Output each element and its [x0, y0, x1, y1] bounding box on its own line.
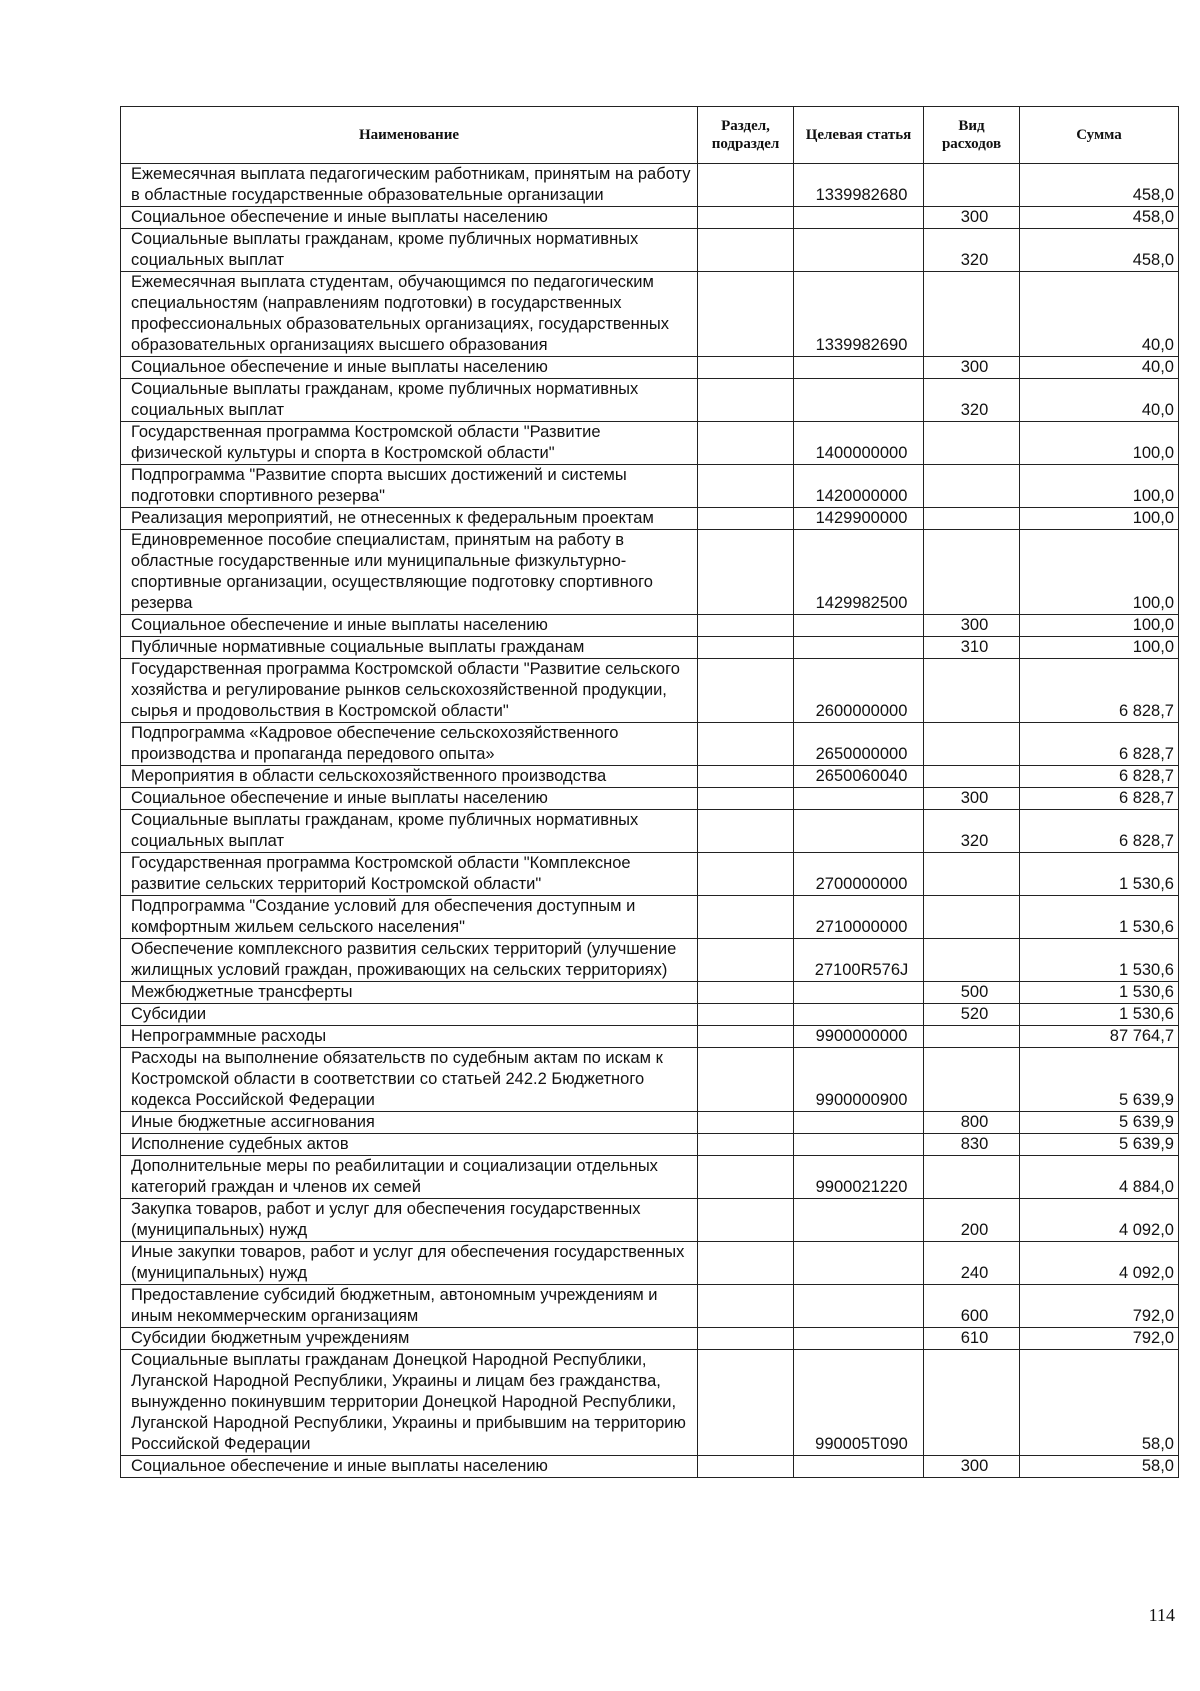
- table-row: [121, 357, 1179, 379]
- cell-section: [698, 465, 794, 508]
- table-row: [121, 422, 1179, 465]
- table-row: [121, 853, 1179, 896]
- cell-kind: 320: [924, 810, 1020, 853]
- cell-sum: 6 828,7: [1020, 723, 1179, 766]
- cell-sum: 1 530,6: [1020, 982, 1179, 1004]
- cell-kind: [924, 896, 1020, 939]
- cell-kind: [924, 766, 1020, 788]
- cell-section: [698, 982, 794, 1004]
- cell-section: [698, 939, 794, 982]
- cell-article: [794, 788, 924, 810]
- cell-article: 9900021220: [794, 1156, 924, 1199]
- cell-name: Социальное обеспечение и иные выплаты населению: [121, 207, 698, 229]
- cell-kind: [924, 659, 1020, 723]
- cell-kind: 600: [924, 1285, 1020, 1328]
- cell-sum: 6 828,7: [1020, 810, 1179, 853]
- table-row: [121, 229, 1179, 272]
- cell-name: Социальное обеспечение и иные выплаты населению: [121, 615, 698, 637]
- cell-section: [698, 659, 794, 723]
- table-row: [121, 939, 1179, 982]
- cell-sum: 100,0: [1020, 637, 1179, 659]
- cell-name: Государственная программа Костромской области "Комплексное развитие сельских территорий Костромской области": [121, 853, 698, 896]
- cell-sum: 40,0: [1020, 379, 1179, 422]
- cell-sum: 4 092,0: [1020, 1242, 1179, 1285]
- cell-sum: 1 530,6: [1020, 896, 1179, 939]
- cell-section: [698, 1112, 794, 1134]
- cell-article: [794, 637, 924, 659]
- cell-kind: 320: [924, 379, 1020, 422]
- cell-kind: 200: [924, 1199, 1020, 1242]
- cell-article: 1429982500: [794, 530, 924, 615]
- cell-sum: 100,0: [1020, 508, 1179, 530]
- cell-name: Подпрограмма "Создание условий для обеспечения доступным и комфортным жильем сельского населения": [121, 896, 698, 939]
- cell-sum: 4 884,0: [1020, 1156, 1179, 1199]
- cell-kind: [924, 1048, 1020, 1112]
- cell-name: Социальное обеспечение и иные выплаты населению: [121, 357, 698, 379]
- cell-kind: [924, 1026, 1020, 1048]
- cell-article: [794, 357, 924, 379]
- cell-kind: 240: [924, 1242, 1020, 1285]
- cell-section: [698, 1242, 794, 1285]
- cell-article: [794, 1328, 924, 1350]
- cell-name: Социальные выплаты гражданам Донецкой Народной Республики, Луганской Народной Республики, Украины и лицам без гражданства, вынужденно покинувшим территории Донецкой Народной Республики, Луганской Народной Республики, Украины и прибывшим на территорию Российской Федерации: [121, 1350, 698, 1456]
- cell-kind: [924, 164, 1020, 207]
- cell-kind: 300: [924, 615, 1020, 637]
- table-row: [121, 1199, 1179, 1242]
- cell-section: [698, 1004, 794, 1026]
- cell-sum: 40,0: [1020, 357, 1179, 379]
- cell-section: [698, 810, 794, 853]
- cell-article: 2650060040: [794, 766, 924, 788]
- cell-article: 2700000000: [794, 853, 924, 896]
- table-row: [121, 465, 1179, 508]
- cell-name: Закупка товаров, работ и услуг для обеспечения государственных (муниципальных) нужд: [121, 1199, 698, 1242]
- cell-name: Реализация мероприятий, не отнесенных к федеральным проектам: [121, 508, 698, 530]
- header-sum: Сумма: [1020, 107, 1179, 164]
- cell-article: [794, 1199, 924, 1242]
- cell-section: [698, 1026, 794, 1048]
- cell-sum: 4 092,0: [1020, 1199, 1179, 1242]
- cell-kind: [924, 422, 1020, 465]
- cell-sum: 458,0: [1020, 229, 1179, 272]
- cell-article: [794, 229, 924, 272]
- cell-name: Иные закупки товаров, работ и услуг для обеспечения государственных (муниципальных) нужд: [121, 1242, 698, 1285]
- cell-kind: [924, 1156, 1020, 1199]
- cell-kind: [924, 508, 1020, 530]
- cell-article: [794, 1134, 924, 1156]
- cell-article: 1339982690: [794, 272, 924, 357]
- cell-kind: [924, 1350, 1020, 1456]
- cell-sum: 100,0: [1020, 465, 1179, 508]
- cell-name: Субсидии: [121, 1004, 698, 1026]
- cell-kind: 310: [924, 637, 1020, 659]
- cell-section: [698, 164, 794, 207]
- table-row: [121, 1134, 1179, 1156]
- table-row: [121, 1004, 1179, 1026]
- cell-kind: 300: [924, 207, 1020, 229]
- cell-sum: 1 530,6: [1020, 939, 1179, 982]
- table-row: [121, 1026, 1179, 1048]
- cell-sum: 58,0: [1020, 1350, 1179, 1456]
- table-row: [121, 723, 1179, 766]
- cell-section: [698, 530, 794, 615]
- cell-sum: 5 639,9: [1020, 1134, 1179, 1156]
- table-row: [121, 1242, 1179, 1285]
- cell-sum: 6 828,7: [1020, 788, 1179, 810]
- table-row: [121, 1328, 1179, 1350]
- cell-sum: 792,0: [1020, 1328, 1179, 1350]
- table-row: [121, 982, 1179, 1004]
- cell-section: [698, 766, 794, 788]
- table-header-row: [121, 107, 1179, 164]
- cell-section: [698, 615, 794, 637]
- table-body: [121, 164, 1179, 1478]
- cell-article: [794, 810, 924, 853]
- cell-kind: 830: [924, 1134, 1020, 1156]
- cell-kind: 300: [924, 1456, 1020, 1478]
- table-row: [121, 637, 1179, 659]
- table-row: [121, 530, 1179, 615]
- table-row: [121, 1112, 1179, 1134]
- cell-section: [698, 229, 794, 272]
- cell-article: [794, 1112, 924, 1134]
- cell-name: Ежемесячная выплата студентам, обучающимся по педагогическим специальностям (направлениям подготовки) в государственных профессиональных образовательных организациях, государственных образовательных организациях высшего образования: [121, 272, 698, 357]
- cell-name: Иные бюджетные ассигнования: [121, 1112, 698, 1134]
- table-row: [121, 896, 1179, 939]
- cell-kind: [924, 272, 1020, 357]
- cell-section: [698, 1048, 794, 1112]
- cell-article: 2600000000: [794, 659, 924, 723]
- cell-section: [698, 1156, 794, 1199]
- cell-name: Социальные выплаты гражданам, кроме публичных нормативных социальных выплат: [121, 810, 698, 853]
- cell-section: [698, 1285, 794, 1328]
- cell-kind: [924, 853, 1020, 896]
- cell-sum: 58,0: [1020, 1456, 1179, 1478]
- cell-sum: 100,0: [1020, 422, 1179, 465]
- cell-sum: 87 764,7: [1020, 1026, 1179, 1048]
- cell-name: Ежемесячная выплата педагогическим работникам, принятым на работу в областные государственные образовательные организации: [121, 164, 698, 207]
- cell-name: Обеспечение комплексного развития сельских территорий (улучшение жилищных условий граждан, проживающих на сельских территориях): [121, 939, 698, 982]
- cell-article: 9900000000: [794, 1026, 924, 1048]
- page-number: 114: [1148, 1605, 1175, 1625]
- cell-article: [794, 207, 924, 229]
- header-article: Целевая статья: [794, 107, 924, 164]
- cell-name: Исполнение судебных актов: [121, 1134, 698, 1156]
- table-row: [121, 766, 1179, 788]
- cell-kind: 300: [924, 788, 1020, 810]
- budget-table: [120, 106, 1179, 1478]
- table-row: [121, 207, 1179, 229]
- cell-name: Социальные выплаты гражданам, кроме публичных нормативных социальных выплат: [121, 229, 698, 272]
- cell-article: [794, 1004, 924, 1026]
- cell-kind: 610: [924, 1328, 1020, 1350]
- table-row: [121, 379, 1179, 422]
- cell-sum: 6 828,7: [1020, 766, 1179, 788]
- cell-kind: 800: [924, 1112, 1020, 1134]
- table-row: [121, 1285, 1179, 1328]
- cell-name: Мероприятия в области сельскохозяйственного производства: [121, 766, 698, 788]
- cell-sum: 792,0: [1020, 1285, 1179, 1328]
- table-row: [121, 615, 1179, 637]
- cell-section: [698, 422, 794, 465]
- cell-article: 1429900000: [794, 508, 924, 530]
- cell-sum: 6 828,7: [1020, 659, 1179, 723]
- cell-name: Непрограммные расходы: [121, 1026, 698, 1048]
- cell-section: [698, 1456, 794, 1478]
- cell-section: [698, 379, 794, 422]
- cell-kind: 520: [924, 1004, 1020, 1026]
- cell-article: [794, 982, 924, 1004]
- cell-article: [794, 615, 924, 637]
- cell-section: [698, 1328, 794, 1350]
- cell-section: [698, 272, 794, 357]
- cell-name: Социальные выплаты гражданам, кроме публичных нормативных социальных выплат: [121, 379, 698, 422]
- cell-article: 9900000900: [794, 1048, 924, 1112]
- cell-section: [698, 896, 794, 939]
- cell-kind: [924, 723, 1020, 766]
- cell-kind: 500: [924, 982, 1020, 1004]
- table-row: [121, 1456, 1179, 1478]
- cell-name: Социальное обеспечение и иные выплаты населению: [121, 788, 698, 810]
- table-row: [121, 659, 1179, 723]
- cell-article: 27100R576J: [794, 939, 924, 982]
- cell-name: Предоставление субсидий бюджетным, автономным учреждениям и иным некоммерческим организациям: [121, 1285, 698, 1328]
- cell-article: [794, 1456, 924, 1478]
- cell-section: [698, 1199, 794, 1242]
- table-row: [121, 164, 1179, 207]
- cell-kind: 320: [924, 229, 1020, 272]
- cell-kind: [924, 530, 1020, 615]
- cell-article: [794, 1242, 924, 1285]
- table-row: [121, 1350, 1179, 1456]
- cell-name: Государственная программа Костромской области "Развитие сельского хозяйства и регулирование рынков сельскохозяйственной продукции, сырья и продовольствия в Костромской области": [121, 659, 698, 723]
- cell-section: [698, 788, 794, 810]
- header-name: Наименование: [121, 107, 698, 164]
- cell-section: [698, 637, 794, 659]
- header-section: Раздел, подраздел: [698, 107, 794, 164]
- cell-name: Дополнительные меры по реабилитации и социализации отдельных категорий граждан и членов их семей: [121, 1156, 698, 1199]
- cell-article: 990005Т090: [794, 1350, 924, 1456]
- cell-section: [698, 207, 794, 229]
- table-row: [121, 272, 1179, 357]
- cell-name: Расходы на выполнение обязательств по судебным актам по искам к Костромской области в соответствии со статьей 242.2 Бюджетного кодекса Российской Федерации: [121, 1048, 698, 1112]
- cell-name: Субсидии бюджетным учреждениям: [121, 1328, 698, 1350]
- cell-name: Единовременное пособие специалистам, принятым на работу в областные государственные или муниципальные физкультурно-спортивные организации, осуществляющие подготовку спортивного резерва: [121, 530, 698, 615]
- cell-section: [698, 508, 794, 530]
- cell-name: Социальное обеспечение и иные выплаты населению: [121, 1456, 698, 1478]
- cell-article: 2710000000: [794, 896, 924, 939]
- cell-section: [698, 357, 794, 379]
- cell-section: [698, 853, 794, 896]
- table-row: [121, 810, 1179, 853]
- cell-section: [698, 723, 794, 766]
- cell-sum: 5 639,9: [1020, 1112, 1179, 1134]
- cell-name: Государственная программа Костромской области "Развитие физической культуры и спорта в Костромской области": [121, 422, 698, 465]
- cell-article: 1400000000: [794, 422, 924, 465]
- cell-sum: 5 639,9: [1020, 1048, 1179, 1112]
- cell-sum: 100,0: [1020, 530, 1179, 615]
- cell-kind: [924, 465, 1020, 508]
- cell-name: Публичные нормативные социальные выплаты гражданам: [121, 637, 698, 659]
- cell-name: Межбюджетные трансферты: [121, 982, 698, 1004]
- cell-article: [794, 379, 924, 422]
- cell-name: Подпрограмма «Кадровое обеспечение сельскохозяйственного производства и пропаганда передового опыта»: [121, 723, 698, 766]
- header-kind: Вид расходов: [924, 107, 1020, 164]
- cell-section: [698, 1350, 794, 1456]
- cell-sum: 458,0: [1020, 164, 1179, 207]
- cell-article: 1420000000: [794, 465, 924, 508]
- cell-sum: 1 530,6: [1020, 1004, 1179, 1026]
- cell-article: 2650000000: [794, 723, 924, 766]
- cell-sum: 458,0: [1020, 207, 1179, 229]
- table-row: [121, 508, 1179, 530]
- cell-kind: [924, 939, 1020, 982]
- cell-sum: 40,0: [1020, 272, 1179, 357]
- cell-kind: 300: [924, 357, 1020, 379]
- cell-article: 1339982680: [794, 164, 924, 207]
- cell-sum: 1 530,6: [1020, 853, 1179, 896]
- cell-name: Подпрограмма "Развитие спорта высших достижений и системы подготовки спортивного резерва": [121, 465, 698, 508]
- cell-article: [794, 1285, 924, 1328]
- cell-section: [698, 1134, 794, 1156]
- table-row: [121, 788, 1179, 810]
- table-row: [121, 1156, 1179, 1199]
- cell-sum: 100,0: [1020, 615, 1179, 637]
- table-row: [121, 1048, 1179, 1112]
